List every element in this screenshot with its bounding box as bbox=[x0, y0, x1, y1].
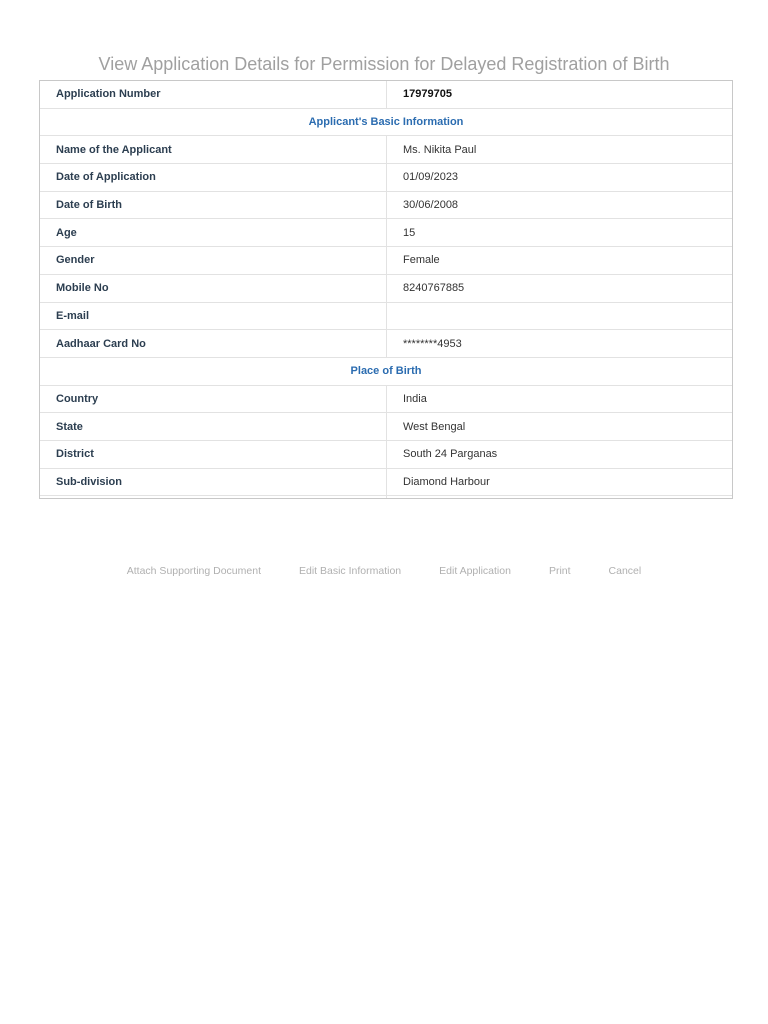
field-value: Ms. Nikita Paul bbox=[403, 143, 477, 156]
edit-basic-information-button[interactable]: Edit Basic Information bbox=[299, 565, 402, 577]
attach-supporting-document-button[interactable]: Attach Supporting Document bbox=[126, 565, 261, 577]
field-label: Age bbox=[40, 219, 387, 246]
table-row bbox=[40, 219, 732, 247]
table-row bbox=[40, 136, 732, 164]
cancel-button[interactable]: Cancel bbox=[608, 565, 642, 577]
table-row bbox=[40, 441, 732, 469]
table-row bbox=[40, 469, 732, 497]
application-number-label: Application Number bbox=[40, 81, 387, 108]
table-row bbox=[40, 386, 732, 414]
action-bar bbox=[0, 565, 768, 577]
table-row-application-number bbox=[40, 81, 732, 109]
field-value: Female bbox=[403, 254, 440, 267]
table-row bbox=[40, 413, 732, 441]
field-label: Gender bbox=[40, 247, 387, 274]
field-label: Date of Application bbox=[40, 164, 387, 191]
application-number-value: 17979705 bbox=[403, 88, 452, 101]
field-label: Country bbox=[40, 386, 387, 413]
field-value: 30/06/2008 bbox=[403, 199, 459, 212]
print-button[interactable]: Print bbox=[548, 565, 571, 577]
section-header-place-of-birth: Place of Birth bbox=[40, 358, 732, 386]
section-header-basic-info: Applicant's Basic Information bbox=[40, 109, 732, 137]
field-label: Name of the Applicant bbox=[40, 136, 387, 163]
table-row bbox=[40, 164, 732, 192]
field-value bbox=[387, 496, 732, 499]
table-row bbox=[40, 192, 732, 220]
field-label: District bbox=[40, 441, 387, 468]
page-title: View Application Details for Permission for Delayed Registration of Birth bbox=[98, 54, 670, 74]
edit-application-button[interactable]: Edit Application bbox=[439, 565, 511, 577]
field-value: 8240767885 bbox=[403, 282, 465, 295]
application-details-table bbox=[39, 80, 733, 499]
field-label: State bbox=[40, 413, 387, 440]
field-value: West Bengal bbox=[403, 420, 466, 433]
field-label bbox=[40, 496, 387, 499]
table-row bbox=[40, 330, 732, 358]
table-row bbox=[40, 247, 732, 275]
field-label: Date of Birth bbox=[40, 192, 387, 219]
field-value: South 24 Parganas bbox=[403, 448, 498, 461]
field-label: Aadhaar Card No bbox=[40, 330, 387, 357]
field-value: Diamond Harbour bbox=[403, 475, 490, 488]
field-value: India bbox=[403, 392, 427, 405]
field-label: Mobile No bbox=[40, 275, 387, 302]
field-value: 01/09/2023 bbox=[403, 171, 459, 184]
field-label: Sub-division bbox=[40, 469, 387, 496]
table-row bbox=[40, 275, 732, 303]
table-row bbox=[40, 303, 732, 331]
field-value: 15 bbox=[403, 226, 416, 239]
field-label: E-mail bbox=[40, 303, 387, 330]
field-value: ********4953 bbox=[403, 337, 462, 350]
field-value bbox=[387, 303, 732, 330]
table-row-partial bbox=[40, 496, 732, 499]
